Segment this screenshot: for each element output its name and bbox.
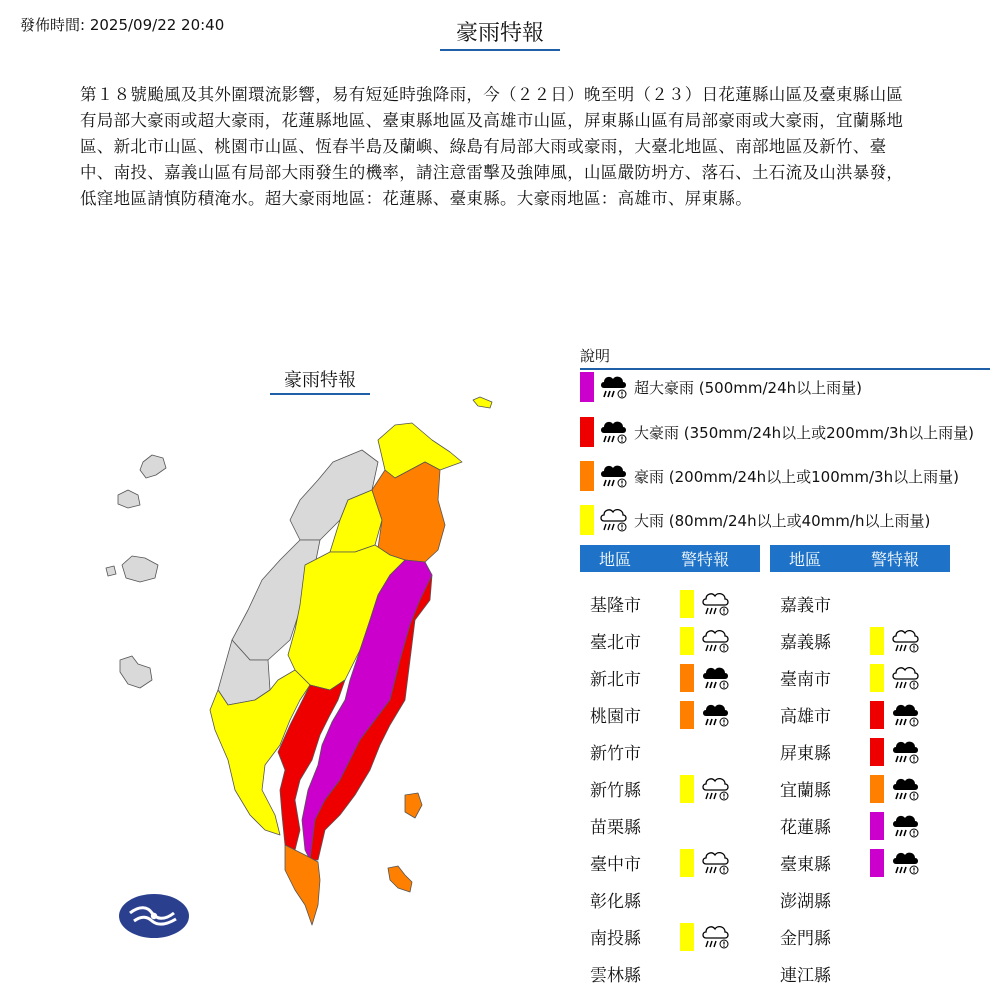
table-row (770, 881, 870, 918)
table-row (770, 807, 920, 844)
warning-level-swatch (680, 923, 694, 951)
region-name: 新竹縣 (590, 781, 641, 801)
table-row (580, 622, 730, 659)
region-name: 新北市 (590, 670, 641, 690)
islands-penghu-d (106, 566, 116, 576)
region-name: 桃園市 (590, 707, 641, 727)
table-row (580, 585, 730, 622)
warning-level-swatch (870, 627, 884, 655)
legend-label: 大豪雨 (350mm/24h以上或200mm/3h以上雨量) (634, 423, 974, 442)
island-turtle (473, 397, 492, 408)
warning-level-swatch (680, 590, 694, 618)
torrential-rain-icon (598, 417, 628, 447)
rain-outline-icon (598, 505, 628, 535)
legend-label: 豪雨 (200mm/24h以上或100mm/3h以上雨量) (634, 467, 959, 486)
region-name: 臺東縣 (780, 855, 831, 875)
table-row (770, 733, 920, 770)
table-row (580, 770, 730, 807)
warning-level-swatch (870, 849, 884, 877)
region-name: 連江縣 (780, 966, 831, 986)
heavy-rain-dark-icon (700, 699, 730, 731)
table-row (770, 696, 920, 733)
region-name: 南投縣 (590, 929, 641, 949)
rain-outline-icon (700, 847, 730, 879)
warning-level-swatch (870, 738, 884, 766)
region-name: 基隆市 (590, 596, 641, 616)
legend-swatch (580, 461, 594, 491)
column-header-warning: 警特報 (870, 550, 919, 569)
region-name: 花蓮縣 (780, 818, 831, 838)
islands-penghu-c (122, 556, 158, 582)
table-row (580, 844, 730, 881)
legend-swatch (580, 505, 594, 535)
region-yilan (372, 462, 445, 562)
region-name: 嘉義縣 (780, 633, 831, 653)
table-row (770, 622, 920, 659)
column-header-region: 地區 (598, 550, 631, 569)
legend-item-extremely-torrential (580, 372, 862, 402)
issued-time: 發佈時間: 2025/09/22 20:40 (20, 16, 225, 34)
table-row (580, 659, 730, 696)
island-green (405, 793, 422, 818)
legend-item-extremely-heavy (580, 461, 959, 491)
region-name: 雲林縣 (590, 966, 641, 986)
warning-level-swatch (870, 775, 884, 803)
table-row (770, 844, 920, 881)
table-row (580, 696, 730, 733)
warning-level-swatch (870, 701, 884, 729)
heavy-rain-dark-icon (890, 847, 920, 879)
page-title: 豪雨特報 (440, 16, 560, 51)
legend-item-heavy (580, 505, 930, 535)
column-header-region: 地區 (788, 550, 821, 569)
rain-outline-icon (700, 921, 730, 953)
region-name: 彰化縣 (590, 892, 641, 912)
rain-outline-icon (700, 588, 730, 620)
heavy-rain-dark-icon (890, 736, 920, 768)
heavy-rain-dark-icon (700, 662, 730, 694)
islands-penghu-a (140, 455, 166, 478)
legend-swatch (580, 372, 594, 402)
region-name: 高雄市 (780, 707, 831, 727)
legend-swatch (580, 417, 594, 447)
island-orchid (388, 866, 412, 892)
map-title: 豪雨特報 (270, 366, 370, 395)
region-name: 臺南市 (780, 670, 831, 690)
table-row (770, 918, 870, 955)
region-name: 嘉義市 (780, 596, 831, 616)
table-row (580, 955, 680, 992)
table-row (770, 955, 870, 992)
legend-item-torrential (580, 417, 974, 447)
warning-level-swatch (680, 664, 694, 692)
islands-penghu-b (118, 490, 140, 508)
cwa-logo (118, 893, 190, 939)
heavy-rain-dark-icon (890, 699, 920, 731)
column-header-warning: 警特報 (680, 550, 729, 569)
region-name: 苗栗縣 (590, 818, 641, 838)
warning-level-swatch (870, 812, 884, 840)
torrential-rain-icon (598, 372, 628, 402)
warning-level-swatch (680, 849, 694, 877)
region-name: 金門縣 (780, 929, 831, 949)
legend-label: 大雨 (80mm/24h以上或40mm/h以上雨量) (634, 511, 931, 530)
region-name: 新竹市 (590, 744, 641, 764)
region-name: 屏東縣 (780, 744, 831, 764)
table-row (580, 918, 730, 955)
table-row (770, 659, 920, 696)
table-row (770, 770, 920, 807)
islands-penghu-e (120, 656, 152, 688)
heavy-rain-dark-icon (598, 461, 628, 491)
warning-level-swatch (680, 775, 694, 803)
table-row (580, 807, 680, 844)
rain-outline-icon (890, 662, 920, 694)
table-row (580, 881, 680, 918)
warning-level-swatch (680, 627, 694, 655)
rain-outline-icon (700, 625, 730, 657)
region-name: 臺中市 (590, 855, 641, 875)
warning-level-swatch (680, 701, 694, 729)
legend-title: 說明 (580, 345, 990, 370)
region-name: 澎湖縣 (780, 892, 831, 912)
legend-label: 超大豪雨 (500mm/24h以上雨量) (634, 378, 862, 397)
heavy-rain-dark-icon (890, 773, 920, 805)
warning-level-swatch (870, 664, 884, 692)
table-row (580, 733, 680, 770)
region-name: 宜蘭縣 (780, 781, 831, 801)
rain-outline-icon (890, 625, 920, 657)
heavy-rain-dark-icon (890, 810, 920, 842)
rain-outline-icon (700, 773, 730, 805)
table-row (770, 585, 870, 622)
warning-description: 第１８號颱風及其外圍環流影響，易有短延時強降雨，今（２２日）晚至明（２３）日花蓮縣山區及臺東縣山區有局部大豪雨或超大豪雨，花蓮縣地區、臺東縣地區及高雄市山區，屏東縣山區有局部豪雨或大豪雨，宜蘭縣地區、新北市山區、桃園市山區、恆春半島及蘭嶼、綠島有局部大雨或豪雨，大臺北地區、南部地區及新竹、臺中、南投、嘉義山區有局部大雨發生的機率，請注意雷擊及強陣風，山區嚴防坍方、落石、土石流及山洪暴發，低窪地區請慎防積淹水。超大豪雨地區：花蓮縣、臺東縣。大豪雨地區：高雄市、屏東縣。 (80, 85, 904, 208)
region-name: 臺北市 (590, 633, 641, 653)
table-header-left (580, 545, 760, 572)
taiwan-warning-map (90, 360, 510, 960)
table-header-right (770, 545, 950, 572)
